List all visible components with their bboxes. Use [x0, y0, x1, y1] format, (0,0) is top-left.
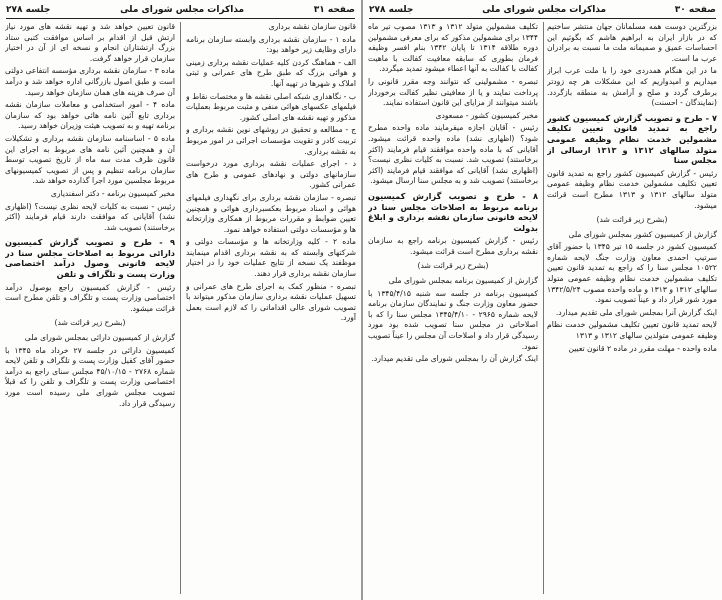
- page-number: صفحه ۳۰: [674, 5, 716, 15]
- paragraph: اینک گزارش آن را بمجلس شورای ملی تقدیم میدارد.: [371, 354, 538, 364]
- paragraph: ماده ۳ - سازمان نقشه برداری مؤسسه انتفاعی دولتی است و طبق اصول بازرگانی اداره خواهد شد و درآمد آن صرف هزینه های همان سازمان خواهد رسید.: [5, 66, 175, 97]
- paragraph: رئیس - نسبت به کلیات لایحه نظری نیست؟ (اظهاری نشد) آقایانی که موافقت دارند قیام فرمایند (اکثر برخاستند) تصویب شد.: [5, 201, 175, 232]
- section-heading: ۸ - طرح و تصویب گزارش کمیسیون برنامه مربوط به اصلاحات مجلس سنا در لایحه قانونی سازمان نقشه برداری و ابلاغ بدولت: [368, 190, 538, 233]
- column-divider: [180, 22, 181, 594]
- paragraph: ماده ۲ - کلیه وزارتخانه ها و مؤسسات دولتی و شرکتهای وابسته که به نقشه برداری اقدام مینمایند موظفند یک نسخه از نتایج عملیات خود را در اختیار سازمان نقشه برداری قرار دهند.: [186, 237, 356, 279]
- paragraph: تبصره - مشمولینی که نتوانند وجه مقرر قانونی را پرداخت نمایند و یا از معافیتی نظیر کفالت برخوردار باشند میتوانند از مزایای این قانون استفاده نمایند.: [368, 76, 538, 108]
- paragraph: قانون سازمان نقشه برداری: [268, 22, 356, 31]
- paragraph: ماده ۵ - اساسنامه سازمان نقشه برداری و تشکیلات آن و همچنین آئین نامه های مربوط به اجرای این قانون ظرف مدت سه ماه از تاریخ تصویب توسط سازمان برنامه تنظیم و پس از تصویب کمیسیونهای مربوط مجلسین مورد اجرا گذارده خواهد شد.: [5, 133, 175, 186]
- right-page: [361, 0, 722, 600]
- paragraph: رئیس - گزارش کمیسیون برنامه راجع به سازمان نقشه برداری مطرح است قرائت میشود.: [368, 236, 538, 256]
- paragraph: ب - نگاهداری شبکه اصلی نقشه ها و مختصات نقاط و فیلمهای عکسهای هوائی منفی و مثبت مربوط بعملیات مذکور و تهیه نقشه های اصلی کشور.: [186, 91, 356, 122]
- paragraph: گزارش از کمیسیون دارائی بمجلس شورای ملی: [24, 333, 175, 343]
- page-header: [369, 2, 716, 19]
- paragraph: گزارش از کمیسیون برنامه بمجلس شورای ملی: [388, 276, 538, 286]
- paragraph: کمیسیون برنامه در جلسه سه شنبه ۱۳۴۵/۴/۱۵ با حضور معاون وزارت جنگ و نمایندگان سازمان برنامه لایحه شماره ۲۹۶۵ - ۱۳۴۵/۴/۱۰ مجلس سنا را که با اصلاحاتی در مجلس سنا تصویب شده بود مورد رسیدگی قرار داد و اصلاحات آن مجلس را عیناً تصویب نمود.: [368, 288, 538, 351]
- reading-note: (بشرح زیر قرائت شد): [54, 318, 126, 328]
- column-divider: [543, 22, 544, 594]
- session-number: جلسه ۲۷۸: [369, 5, 414, 15]
- text-column-left: [5, 22, 175, 596]
- text-column-right: [547, 22, 717, 596]
- text-column-left: [368, 22, 538, 596]
- paragraph: گزارش از کمیسیون کشور بمجلس شورای ملی: [568, 229, 717, 239]
- paragraph: ماده واحده - مهلت مقرر در ماده ۲ قانون تعیین: [568, 343, 717, 353]
- paragraph: رئیس - آقایان اجازه میفرمایند ماده واحده مطرح شود؟ (اظهاری نشد) ماده واحده قرائت میشود. آقایانی که با ماده واحده موافقند قیام فرمایند (اکثر برخاستند) تصویب شد. نسبت به کلیات نظری نیست؟ (اظهاری نشد) آقایانی که موافقند قیام فرمایند (اکثر برخاستند) تصویب شد و به مجلس سنا ارسال میشود.: [368, 123, 538, 186]
- paragraph: بزرگترین دوست همه مسلمانان جهان منتشر ساختیم که در بازار ایران به ابراهیم هاشم که بگوئیم این احساسات عمیق و صمیمانه ملت ما نسبت به برادران عرب ما است.: [547, 22, 717, 63]
- reading-note: (بشرح زیر قرائت شد): [417, 261, 489, 271]
- paragraph: اینک گزارش آنرا بمجلس شورای ملی تقدیم میدارد.: [555, 307, 717, 317]
- section-heading: ۷ - طرح و تصویب گزارش کمیسیون کشور راجع به تمدید قانون تعیین تکلیف مشمولین خدمت نظام وظیفه عمومی متولد سالهای ۱۳۱۲ و ۱۳۱۳ ارسالی از مجلس سنا: [547, 112, 717, 166]
- paragraph: رئیس - گزارش کمیسیون کشور راجع به تمدید قانون تعیین تکلیف مشمولین خدمت نظام وظیفه عمومی متولد سالهای ۱۳۱۲ و ۱۳۱۳ مطرح است قرائت میشود.: [547, 168, 717, 210]
- paragraph: قانون تعیین خواهد شد و تهیه نقشه های مورد نیاز ارتش قبل از اقدام بر اساس موافقت کتبی ستاد بزرگ ارتشتاران انجام و نسخه ای از آن در اختیار سازمان قرار خواهد گرفت.: [5, 22, 175, 63]
- paragraph: ماده ۴ - امور استخدامی و معاملات سازمان نقشه برداری تابع آئین نامه هائی خواهد بود که سازمان برنامه تهیه و به تصویب هیئت وزیران خواهد رسید.: [5, 100, 175, 131]
- paragraph: تبصره - منظور کمک به اجرای طرح های عمرانی و تسهیل عملیات نقشه برداری سازمان مذکور میتواند با تصویب شورای عالی اقداماتی را که لازم است بعمل آورد.: [186, 281, 356, 323]
- paragraph: ما در این هنگام همدردی خود را با ملت عرب ابراز میداریم و امیدواریم که این مشکلات هر چه زودتر برطرف گردد و صلح و آرامش به منطقه بازگردد. (نمایندگان - احسنت): [547, 66, 717, 108]
- paragraph: تکلیف مشمولین متولد ۱۳۱۲ و ۱۳۱۳ مصوب تیر ماه ۱۳۴۴ برای مشمولین مذکور که برای معرفی مشمولین دوره طلاقه ۱۳۱۴ تا پایان ۱۳۴۲ بنام افسر وظیفه فرمان بطوری که سابقه معافیت کفالت با ماهیت کفالت با کفالت به آنها اعطاء میشود تمدید میگردد.: [368, 22, 538, 74]
- reading-note: (بشرح زیر قرائت شد): [596, 215, 668, 225]
- paragraph: مخبر کمیسیون کشور - مسعودی: [435, 110, 538, 120]
- paragraph: تبصره - سازمان نقشه برداری برای نگهداری فیلمهای هوائی و اسناد مربوط بعکسبرداری هوائی و همچنین تعیین ضوابط و مقررات مربوط از همکاری وزارتخانه ها و مؤسسات دولتی استفاده خواهد نمود.: [186, 192, 356, 234]
- paragraph: مخبر کمیسیون برنامه - دکتر اسفندیاری: [50, 188, 175, 198]
- journal-title: مذاکرات مجلس شورای ملی: [120, 5, 245, 15]
- paragraph: د - اجرای عملیات نقشه برداری مورد درخواست سازمانهای دولتی و نهادهای عمومی و طرح های عمرانی کشور.: [186, 159, 356, 190]
- paragraph: ماده ۱ - سازمان نقشه برداری وابسته سازمان برنامه دارای وظایف زیر خواهد بود:: [186, 34, 356, 55]
- text-column-right: [186, 22, 356, 596]
- journal-title: مذاکرات مجلس شورای ملی: [482, 5, 607, 15]
- session-number: جلسه ۲۷۸: [6, 5, 51, 15]
- paragraph: کمیسیون دارائی در جلسه ۲۷ خرداد ماه ۱۳۴۵ با حضور آقای کفیل وزارت پست و تلگراف و تلفن لایحه شماره ۲۷۶۸ - ۴۵/۱۰/۱۵ مجلس سنای راجع به درآمد اختصاصی وزارت پست و تلگراف و تلفن را که قبلاً تصویب مجلس شورای ملی رسیده است مورد رسیدگی قرار داد.: [5, 345, 175, 408]
- section-heading: ۹ - طرح و تصویب گزارش کمیسیون دارائی مربوط به اصلاحات مجلس سنا در لایحه قانونی وصول درآمد اختصاصی وزارت پست و تلگراف و تلفن: [5, 237, 175, 280]
- paragraph: کمیسیون کشور در جلسه ۱۵ تیر ۱۳۴۵ با حضور آقای سرتیپ احمدی معاون وزارت جنگ لایحه شماره ۱۰۵۲۲ مجلس سنا را که راجع به تمدید قانون تعیین تکلیف مشمولین خدمت نظام وظیفه عمومی متولد سالهای ۱۳۱۲ و ۱۳۱۳ و ماده واحده مصوب ۱۳۴۲/۵/۲۴ مورد شور قرار داد و عیناً تصویب نمود.: [547, 242, 717, 305]
- paragraph: ج - مطالعه و تحقیق در روشهای نوین نقشه برداری و تربیت کادر و تقویت مؤسسات اجرائی در امور مربوط به نقشه برداری.: [186, 125, 356, 156]
- page-header: [6, 2, 355, 19]
- paragraph: الف - هماهنگ کردن کلیه عملیات نقشه برداری زمینی و هوائی بزرگ که طبق طرح های عمرانی و ثبتی املاک و شهرها در تهیه آنها.: [186, 57, 356, 88]
- page-number: صفحه ۳۱: [313, 5, 355, 15]
- paragraph: رئیس - گزارش کمیسیون راجع بوصول درآمد اختصاصی وزارت پست و تلگراف و تلفن مطرح است قرائت میشود.: [5, 282, 175, 313]
- paragraph: لایحه تمدید قانون تعیین تکلیف مشمولین خدمت نظام وظیفه عمومی متولدین سالهای ۱۳۱۲ و ۱۳۱۳: [547, 320, 717, 341]
